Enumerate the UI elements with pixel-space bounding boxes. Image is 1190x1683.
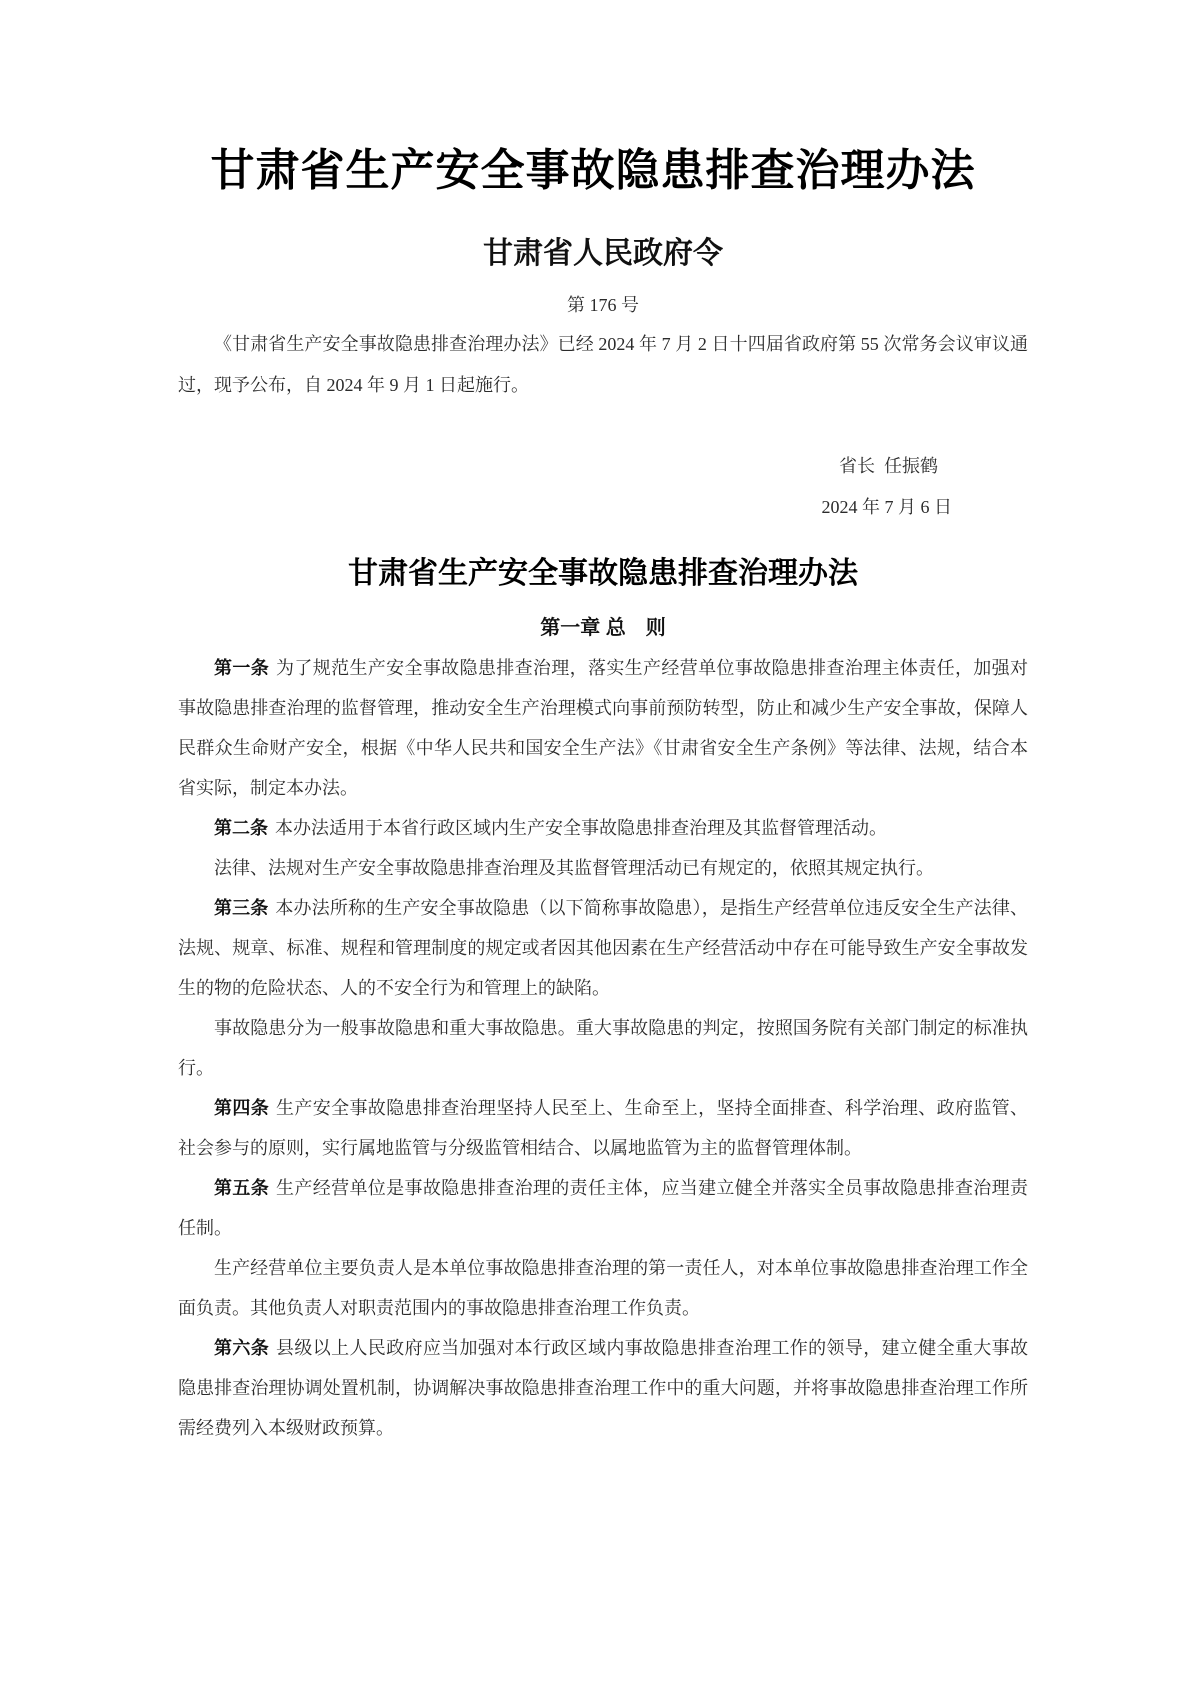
article-paragraph: 第五条 生产经营单位是事故隐患排查治理的责任主体，应当建立健全并落实全员事故隐患排查治理责任制。 xyxy=(178,1178,1028,1238)
promulgation-paragraph: 《甘肃省生产安全事故隐患排查治理办法》已经 2024 年 7 月 2 日十四届省政府第 55 次常务会议审议通过，现予公布，自 2024 年 9 月 1 日起施行。 xyxy=(178,334,1028,395)
document-body-title: 甘肃省生产安全事故隐患排查治理办法 xyxy=(348,557,858,590)
article-number: 第二条 xyxy=(214,818,268,838)
sign-date-line: 2024 年 7 月 6 日 xyxy=(821,497,952,517)
articles-section xyxy=(178,648,1028,1448)
article-number: 第三条 xyxy=(214,898,269,918)
article-number: 第六条 xyxy=(214,1338,270,1358)
article-paragraph: 事故隐患分为一般事故隐患和重大事故隐患。重大事故隐患的判定，按照国务院有关部门制定的标准执行。 xyxy=(178,1018,1028,1078)
article-paragraph: 第四条 生产安全事故隐患排查治理坚持人民至上、生命至上，坚持全面排查、科学治理、政府监管、社会参与的原则，实行属地监管与分级监管相结合、以属地监管为主的监督管理体制。 xyxy=(178,1098,1028,1158)
article-paragraph: 法律、法规对生产安全事故隐患排查治理及其监督管理活动已有规定的，依照其规定执行。 xyxy=(214,858,934,878)
signer-line: 省长 任振鹤 xyxy=(839,456,938,476)
government-order-title: 甘肃省人民政府令 xyxy=(483,237,723,270)
article-number: 第一条 xyxy=(214,658,270,678)
article-paragraph: 第二条 本办法适用于本省行政区域内生产安全事故隐患排查治理及其监督管理活动。 xyxy=(214,818,887,838)
article-number: 第四条 xyxy=(214,1098,270,1118)
article-paragraph: 生产经营单位主要负责人是本单位事故隐患排查治理的第一责任人，对本单位事故隐患排查治理工作全面负责。其他负责人对职责范围内的事故隐患排查治理工作负责。 xyxy=(178,1258,1028,1318)
document-main-title: 甘肃省生产安全事故隐患排查治理办法 xyxy=(210,146,976,195)
article-paragraph: 第一条 为了规范生产安全事故隐患排查治理，落实生产经营单位事故隐患排查治理主体责任，加强对事故隐患排查治理的监督管理，推动安全生产治理模式向事前预防转型，防止和减少生产安全事故，保障人民群众生命财产安全，根据《中华人民共和国安全生产法》《甘肃省安全生产条例》等法律、法规，结合本省实际，制定本办法。 xyxy=(178,658,1028,798)
article-paragraph: 第三条 本办法所称的生产安全事故隐患（以下简称事故隐患），是指生产经营单位违反安全生产法律、法规、规章、标准、规程和管理制度的规定或者因其他因素在生产经营活动中存在可能导致生产安全事故发生的物的危险状态、人的不安全行为和管理上的缺陷。 xyxy=(178,898,1029,998)
order-number: 第 176 号 xyxy=(567,295,639,315)
article-paragraph: 第六条 县级以上人民政府应当加强对本行政区域内事故隐患排查治理工作的领导，建立健全重大事故隐患排查治理协调处置机制，协调解决事故隐患排查治理工作中的重大问题，并将事故隐患排查治理工作所需经费列入本级财政预算。 xyxy=(178,1338,1028,1438)
chapter-heading: 第一章 总 则 xyxy=(540,617,666,639)
article-number: 第五条 xyxy=(214,1178,270,1198)
